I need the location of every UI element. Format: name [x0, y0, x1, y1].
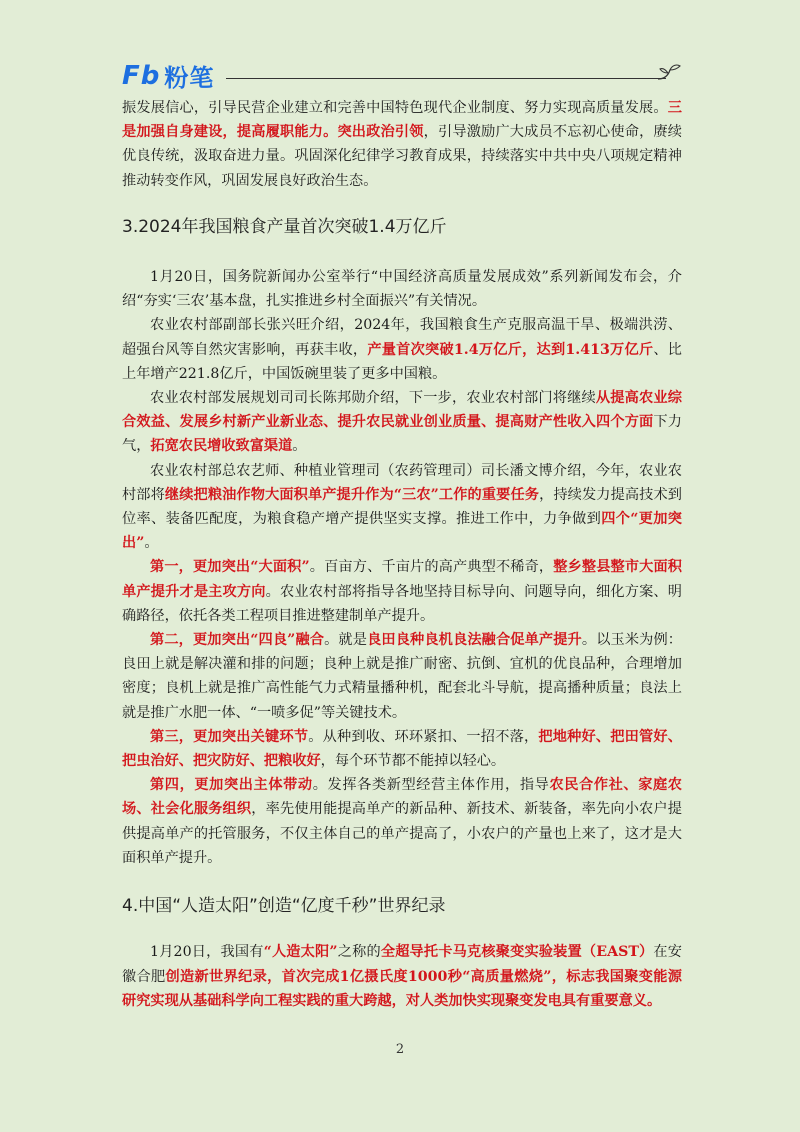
section-3-point-2: 第二，更加突出“四良”融合。就是良田良种良机良法融合促单产提升。以玉米为例：良田上就是解决灌和排的问题；良种上就是推广耐密、抗倒、宜机的优良品种，合理增加密度；良机上就是推广高性能气力式精量播种机，配套北斗导航，提高播种质量；良法上就是推广水肥一体、“一喷多促”等关键技术。 [122, 632, 682, 721]
emphasis-text: 全超导托卡马克核聚变实验装置（EAST） [380, 944, 654, 961]
emphasis-text: 三是加强自身建设，提高履职能力。突出政治引领 [122, 100, 682, 141]
header-rule [226, 78, 666, 79]
emphasis-text: 整乡整县整市大面积单产提升才是主攻方向 [122, 559, 682, 600]
section-4-paragraph-1: 1月20日，我国有“人造太阳”之称的全超导托卡马克核聚变实验装置（EAST）在安徽合肥创造新世界纪录，首次完成1亿摄氏度1000秒“高质量燃烧”，标志我国聚变能源研究实现从基础科学向工程实践的重大跨越，对人类加快实现聚变发电具有重要意义。 [122, 944, 682, 1009]
section-3-paragraph-1: 1月20日，国务院新闻办公室举行“中国经济高质量发展成效”系列新闻发布会，介绍“夯实‘三农’基本盘，扎实推进乡村全面振兴”有关情况。 [122, 269, 682, 310]
emphasis-text: 把地种好、把田管好、把虫治好、把灾防好、把粮收好 [122, 728, 682, 770]
emphasis-text: 第一，更加突出“大面积” [150, 559, 310, 576]
section-3-paragraph-4: 农业农村部总农艺师、种植业管理司（农药管理司）司长潘文博介绍，今年，农业农村部将继续把粮油作物大面积单产提升作为“三农”工作的重要任务，持续发力提高技术到位率、装备匹配度，为粮食稳产增产提供坚实支撑。推进工作中，力争做到四个“更加突出”。 [122, 462, 682, 552]
brand-name: 粉笔 [164, 64, 215, 92]
emphasis-text: 拓宽农民增收致富渠道 [150, 438, 293, 455]
emphasis-text: 良田良种良机良法融合促单产提升 [367, 632, 582, 649]
emphasis-text: 四个“更加突出” [122, 511, 682, 552]
sprout-icon [656, 62, 682, 82]
brand-logo [122, 58, 214, 93]
emphasis-text: 第二，更加突出“四良”融合 [150, 632, 325, 649]
intro-paragraph: 振发展信心，引导民营企业建立和完善中国特色现代企业制度、努力实现高质量发展。三是加强自身建设，提高履职能力。突出政治引领，引导激励广大成员不忘初心使命，赓续优良传统，汲取奋进力量。巩固深化纪律学习教育成果，持续落实中共中央八项规定精神推动转变作风，巩固发展良好政治生态。 [122, 100, 682, 189]
emphasis-text: 创造新世界纪录，首次完成1亿摄氏度1000秒“高质量燃烧”，标志我国聚变能源研究实现从基础科学向工程实践的重大跨越，对人类加快实现聚变发电具有重要意义。 [122, 968, 682, 1009]
section-3-title: 3.2024年我国粮食产量首次突破1.4万亿斤 [122, 216, 447, 237]
emphasis-text: 第三，更加突出关键环节 [150, 728, 309, 745]
brand-mark: Fb [122, 60, 161, 91]
emphasis-text: 第四，更加突出主体带动 [150, 777, 313, 794]
section-3-point-1: 第一，更加突出“大面积”。百亩方、千亩片的高产典型不稀奇，整乡整县整市大面积单产提升才是主攻方向。农业农村部将指导各地坚持目标导向、问题导向，细化方案、明确路径，依托各类工程项目推进整建制单产提升。 [122, 559, 682, 624]
section-4-title: 4.中国“人造太阳”创造“亿度千秒”世界纪录 [122, 896, 446, 917]
page-number: 2 [395, 1042, 405, 1057]
emphasis-text: 农民合作社、家庭农场、社会化服务组织 [122, 777, 682, 818]
section-3-point-3: 第三，更加突出关键环节。从种到收、环环紧扣、一招不落，把地种好、把田管好、把虫治好、把灾防好、把粮收好，每个环节都不能掉以轻心。 [122, 728, 682, 770]
page-header [122, 58, 682, 94]
section-3-paragraph-2: 农业农村部副部长张兴旺介绍，2024年，我国粮食生产克服高温干旱、极端洪涝、超强台风等自然灾害影响，再获丰收，产量首次突破1.4万亿斤，达到1.413万亿斤、比上年增产221.8亿斤，中国饭碗里装了更多中国粮。 [122, 317, 682, 382]
emphasis-text: “人造太阳” [263, 944, 338, 961]
emphasis-text: 从提高农业综合效益、发展乡村新产业新业态、提升农民就业创业质量、提高财产性收入四个方面 [122, 390, 682, 431]
emphasis-text: 产量首次突破1.4万亿斤，达到1.413万亿斤 [367, 341, 654, 358]
section-3-paragraph-3: 农业农村部发展规划司司长陈邦勋介绍，下一步，农业农村部门将继续从提高农业综合效益、发展乡村新产业新业态、提升农民就业创业质量、提高财产性收入四个方面下力气，拓宽农民增收致富渠道。 [122, 390, 682, 455]
emphasis-text: 继续把粮油作物大面积单产提升作为“三农”工作的重要任务 [164, 486, 540, 503]
article-body [122, 96, 682, 1013]
section-3-point-4: 第四，更加突出主体带动。发挥各类新型经营主体作用，指导农民合作社、家庭农场、社会化服务组织，率先使用能提高单产的新品种、新技术、新装备，率先向小农户提供提高单产的托管服务，不仅主体自己的单产提高了，小农户的产量也上来了，这才是大面积单产提升。 [122, 777, 682, 866]
